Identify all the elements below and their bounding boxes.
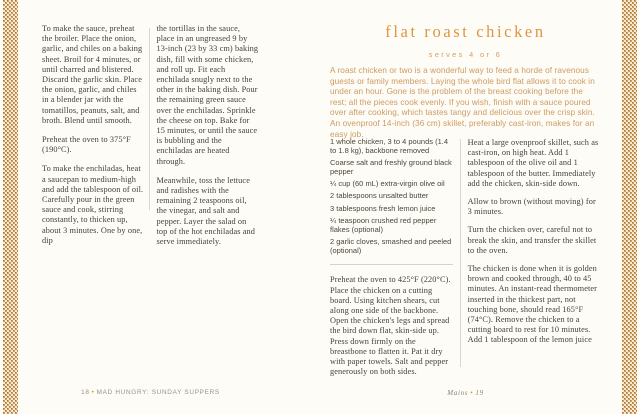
recipe-title: flat roast chicken bbox=[385, 22, 546, 41]
right-page-footer bbox=[330, 389, 601, 397]
instruction-paragraph: Heat a large ovenproof skillet, such as cast-iron, on high heat. Add 1 tablespoon of the olive oil and 1 tablespoon of the butter. Immediately add the chicken, skin-side down. bbox=[467, 138, 599, 188]
recipe-intro: A roast chicken or two is a wonderful way to feed a horde of ravenous guests or family members. Laying the whole bird flat allows it to cook in under an hour. Gone is the problem of the breast cooking before the rest; all the pieces cook evenly. If you wish, finish with a sauce poured over after cooking, which tastes tangy and delicious over the crisp skin. An ovenproof 14-inch (36 cm) skillet, preferably cast-iron, makes for an easy job. bbox=[330, 66, 595, 139]
ingredients-divider bbox=[330, 264, 453, 265]
recipe-right-column bbox=[461, 138, 601, 385]
serves-line: serves 4 or 6 bbox=[428, 50, 503, 59]
ingredient-item: ¼ cup (60 mL) extra-virgin olive oil bbox=[330, 179, 445, 188]
instructions-column-2 bbox=[468, 138, 601, 346]
recipe-paragraph: To make the enchiladas, heat a saucepan to medium-high and add the tablespoon of oil. Carefully pour in the green sauce and cook, stirring constantly, to thicken up, about 3 minutes. One by one, dip bbox=[42, 164, 144, 245]
left-page-column-1 bbox=[42, 24, 151, 256]
footer-bullet: • bbox=[91, 389, 95, 396]
ingredient-item: ¼ teaspoon crushed red pepper flakes (optional) bbox=[330, 215, 437, 234]
ingredient-list bbox=[330, 138, 453, 255]
ingredient-item: 2 tablespoons unsalted butter bbox=[330, 191, 429, 201]
instruction-paragraph: Preheat the oven to 425°F (220°C). Place the chicken on a cutting board. Using kitchen shears, cut along one side of the backbone. Open the chicken's legs and spread the bird down flat, skin-side up. Press down firmly on the breastbone to flatten it. Pat it dry with paper towels. Salt and pepper generously on both sides. bbox=[330, 275, 451, 377]
instruction-paragraph: Turn the chicken over, careful not to break the skin, and transfer the skillet to the oven. bbox=[467, 225, 597, 255]
recipe-paragraph: To make the sauce, preheat the broiler. Place the onion, garlic, and chiles on a baking sheet. Broil for 4 minutes, or until charred and blistered. Discard the garlic skin. Place the onion, garlic, and chiles in a blender jar with the tomatillos, peanuts, salt, and broth. Blend until smooth. bbox=[42, 24, 143, 125]
recipe-body bbox=[330, 138, 601, 385]
recipe-left-column bbox=[330, 138, 461, 385]
left-page bbox=[42, 24, 259, 256]
section-name: Mains bbox=[447, 389, 469, 397]
instruction-paragraph: The chicken is done when it is golden brown and cooked through, 40 to 45 minutes. An instant-read thermometer inserted in the thickest part, not touching bone, should read 165°F (74°C). Remove the chicken to a cutting board to rest for 10 minutes. Add 1 tablespoon of the lemon juice bbox=[467, 264, 598, 345]
decorative-border-left bbox=[3, 0, 18, 414]
left-page-footer bbox=[42, 389, 259, 396]
footer-bullet: • bbox=[470, 389, 474, 397]
instruction-paragraph: Allow to brown (without moving) for 3 minutes. bbox=[467, 197, 596, 217]
recipe-paragraph: the tortillas in the sauce, place in an ungreased 9 by 13-inch (23 by 33 cm) baking dish, fill with some chicken, and roll up. Fit each enchilada snugly next to the other in the baking dish. Pour the remaining green sauce over the enchiladas. Sprinkle the cheese on top. Bake for 15 minutes, or until the sauce is bubbling and the enchiladas are heated through. bbox=[156, 24, 259, 166]
recipe-paragraph: Meanwhile, toss the lettuce and radishes with the remaining 2 teaspoons oil, the vinegar, and salt and pepper. Layer the salad on top of the hot enchiladas and serve immediately. bbox=[156, 175, 256, 247]
ingredient-item: 3 tablespoons fresh lemon juice bbox=[330, 203, 436, 213]
recipe-paragraph: Preheat the oven to 375°F (190°C). bbox=[42, 135, 131, 155]
left-page-column-2 bbox=[151, 24, 260, 256]
decorative-border-right bbox=[622, 0, 637, 414]
ingredient-item: 2 garlic cloves, smashed and peeled (optional) bbox=[330, 236, 452, 255]
recipe-column-divider bbox=[460, 139, 461, 367]
instructions-column-1 bbox=[330, 275, 453, 377]
left-page-column-divider bbox=[149, 28, 150, 210]
page-number: 19 bbox=[475, 389, 484, 397]
page-number: 18 bbox=[81, 389, 90, 396]
book-title: MAD HUNGRY: SUNDAY SUPPERS bbox=[96, 389, 220, 396]
ingredient-item: 1 whole chicken, 3 to 4 pounds (1.4 to 1.8 kg), backbone removed bbox=[330, 137, 448, 155]
ingredient-item: Coarse salt and freshly ground black pepper bbox=[330, 158, 452, 176]
